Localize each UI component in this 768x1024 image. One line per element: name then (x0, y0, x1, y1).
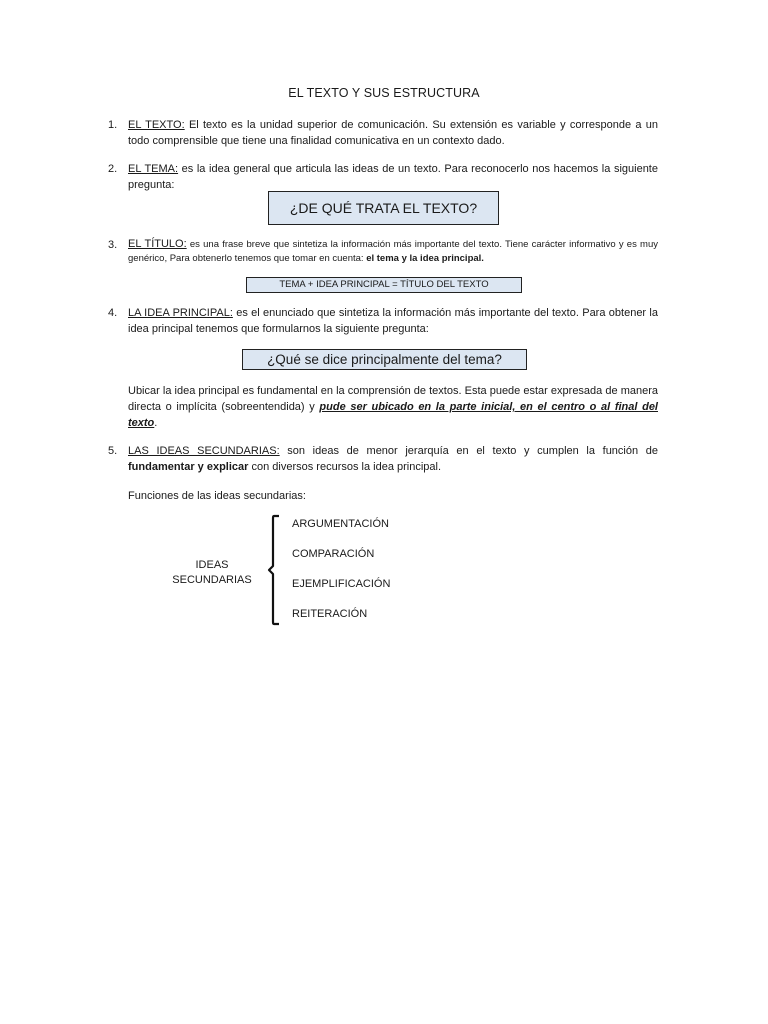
item-text: es la idea general que articula las ideas de un texto. Para reconocerlo nos hacemos la siguiente pregunta: (128, 163, 658, 191)
paragraph-end: . (154, 417, 158, 429)
item-text: son ideas de menor jerarquía en el texto y cumplen la función de (279, 445, 658, 457)
item-term: EL TÍTULO: (128, 238, 187, 250)
item-ideas-secundarias (110, 443, 658, 475)
item-text: es una frase breve que sintetiza la información más importante del texto. Tiene carácter informativo y es muy genérico, Para obtenerlo tenemos que tomar en cuenta: (128, 239, 659, 264)
functions-title: Funciones de las ideas secundarias: (128, 490, 306, 502)
item-el-tema (110, 161, 658, 193)
item-number: 1. (108, 119, 118, 131)
paragraph-emphasis: pude ser ubicado en la parte inicial, en el centro o al final del texto (128, 401, 658, 429)
item-body (128, 305, 658, 337)
function-comparacion: COMPARACIÓN (292, 548, 375, 560)
item-text: El texto es la unidad superior de comunicación. Su extensión es variable y corresponde a un todo comprensible que tiene una finalidad comunicativa en un contexto dado. (128, 119, 658, 147)
item-text: es el enunciado que sintetiza la información más importante del texto. Para obtener la idea principal tenemos que formularnos la siguiente pregunta: (128, 307, 658, 335)
item-term: EL TEMA: (128, 163, 179, 175)
item-body (128, 237, 658, 266)
diagram-label-line2: SECUNDARIAS (172, 574, 252, 586)
item-number: 5. (108, 445, 118, 457)
item-emphasis: fundamentar y explicar (128, 461, 249, 473)
diagram-label (160, 558, 264, 588)
item-emphasis: el tema y la idea principal. (366, 253, 484, 264)
item-el-titulo (110, 237, 658, 266)
item-idea-principal (110, 305, 658, 337)
item-body (128, 443, 658, 475)
item-term: LAS IDEAS SECUNDARIAS: (128, 445, 280, 457)
item-term: EL TEXTO: (128, 119, 185, 131)
item-body (128, 117, 658, 149)
question-box-tema: ¿DE QUÉ TRATA EL TEXTO? (268, 191, 499, 225)
diagram-label-line1: IDEAS (195, 559, 229, 571)
item-number: 2. (108, 163, 118, 175)
function-ejemplificacion: EJEMPLIFICACIÓN (292, 578, 391, 590)
function-reiteracion: REITERACIÓN (292, 608, 368, 620)
item-end: con diversos recursos la idea principal. (248, 461, 442, 473)
function-argumentacion: ARGUMENTACIÓN (292, 518, 389, 530)
brace-icon (264, 514, 284, 626)
question-box-idea-principal: ¿Qué se dice principalmente del tema? (242, 349, 527, 370)
item-el-texto (110, 117, 658, 149)
formula-box: TEMA + IDEA PRINCIPAL = TÍTULO DEL TEXTO (246, 277, 522, 293)
page-title: EL TEXTO Y SUS ESTRUCTURA (288, 86, 480, 100)
item-body (128, 161, 658, 193)
paragraph-text: Ubicar la idea principal es fundamental en la comprensión de textos. Esta puede estar expresada de manera directa o implícita (sobreentendida) y (128, 385, 658, 413)
idea-principal-paragraph (128, 383, 658, 431)
item-term: LA IDEA PRINCIPAL: (128, 307, 233, 319)
item-number: 4. (108, 307, 118, 319)
item-number: 3. (108, 239, 118, 251)
